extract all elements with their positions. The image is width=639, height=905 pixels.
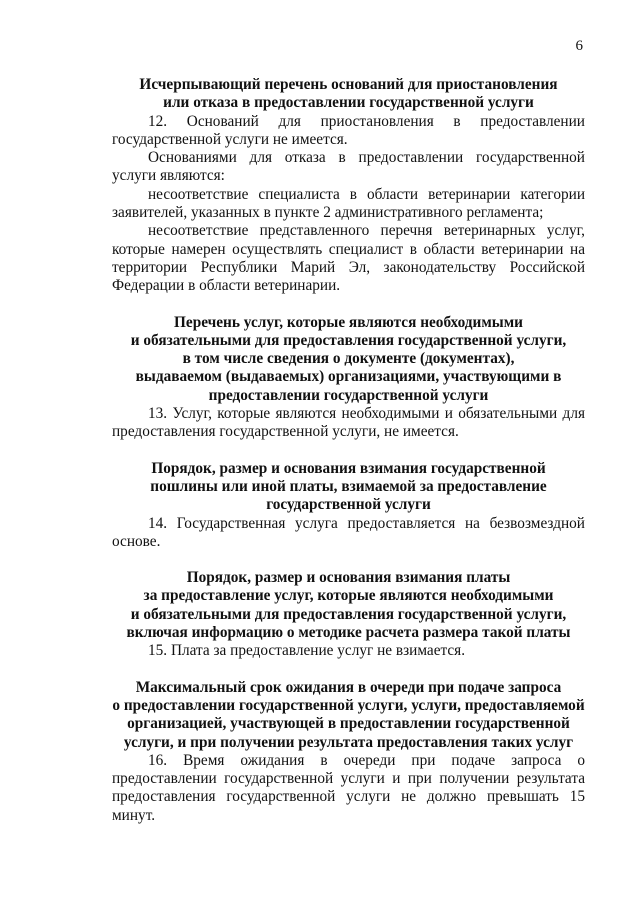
heading-line: за предоставление услуг, которые являются необходимыми — [143, 587, 554, 605]
paragraph-14: 14. Государственная услуга предоставляется на безвозмездной основе. — [112, 514, 585, 550]
heading-line: Максимальный срок ожидания в очереди при подаче запроса — [135, 678, 562, 696]
heading-line: Порядок, размер и основания взимания платы — [186, 569, 511, 587]
section-heading-suspension-refusal — [112, 76, 585, 113]
heading-line: выдаваемом (выдаваемых) организациями, участвующими в — [135, 368, 562, 386]
section-heading-service-fee — [112, 569, 585, 642]
page-number: 6 — [575, 38, 583, 54]
section-heading-waiting-time — [112, 679, 585, 752]
heading-line: в том числе сведения о документе (документах), — [182, 350, 515, 368]
paragraph-15: 15. Плата за предоставление услуг не взимается. — [148, 642, 466, 660]
heading-line: или отказа в предоставлении государственной услуги — [163, 94, 534, 112]
paragraph-12: 12. Оснований для приостановления в предоставлении государственной услуги не имеется. — [112, 112, 585, 148]
heading-line: о предоставлении государственной услуги, услуги, предоставляемой — [112, 696, 585, 714]
heading-line: предоставлении государственной услуги — [208, 386, 489, 404]
paragraph-13: 13. Услуг, которые являются необходимыми и обязательными для предоставления государственной услуги, не имеется. — [112, 405, 585, 441]
heading-line: Исчерпывающий перечень оснований для приостановления — [139, 76, 558, 93]
heading-line: включая информацию о методике расчета размера такой платы — [126, 624, 571, 642]
heading-line: Перечень услуг, которые являются необходимыми — [174, 313, 523, 331]
section-heading-required-services — [112, 314, 585, 405]
paragraph-refusal-item-1: несоответствие специалиста в области ветеринарии категории заявителей, указанных в пункте 2 административного регламента; — [112, 185, 585, 222]
heading-line: и обязательными для предоставления государственной услуги, — [130, 331, 567, 349]
document-body — [112, 76, 585, 825]
section-heading-state-fee — [112, 460, 585, 515]
heading-line: и обязательными для предоставления государственной услуги, — [130, 605, 567, 623]
heading-line: пошлины или иной платы, взимаемой за предоставление — [150, 477, 547, 495]
paragraph-refusal-grounds: Основаниями для отказа в предоставлении государственной услуги являются: — [112, 149, 585, 185]
heading-line: организацией, участвующей в предоставлении государственной — [127, 715, 570, 733]
paragraph-refusal-item-2: несоответствие представленного перечня ветеринарных услуг, которые намерен осуществлять специалист в области ветеринарии на территории Республики Марий Эл, законодательству Российской Федерации в области ветеринарии. — [112, 222, 585, 295]
heading-line: услуги, и при получении результата предоставления таких услуг — [123, 733, 574, 751]
paragraph-16: 16. Время ожидания в очереди при подаче запроса о предоставлении государственной услуги и при получении результата предоставления государственной услуги не должно превышать 15 минут. — [112, 751, 585, 824]
heading-line: государственной услуги — [266, 496, 431, 514]
heading-line: Порядок, размер и основания взимания государственной — [151, 459, 546, 477]
